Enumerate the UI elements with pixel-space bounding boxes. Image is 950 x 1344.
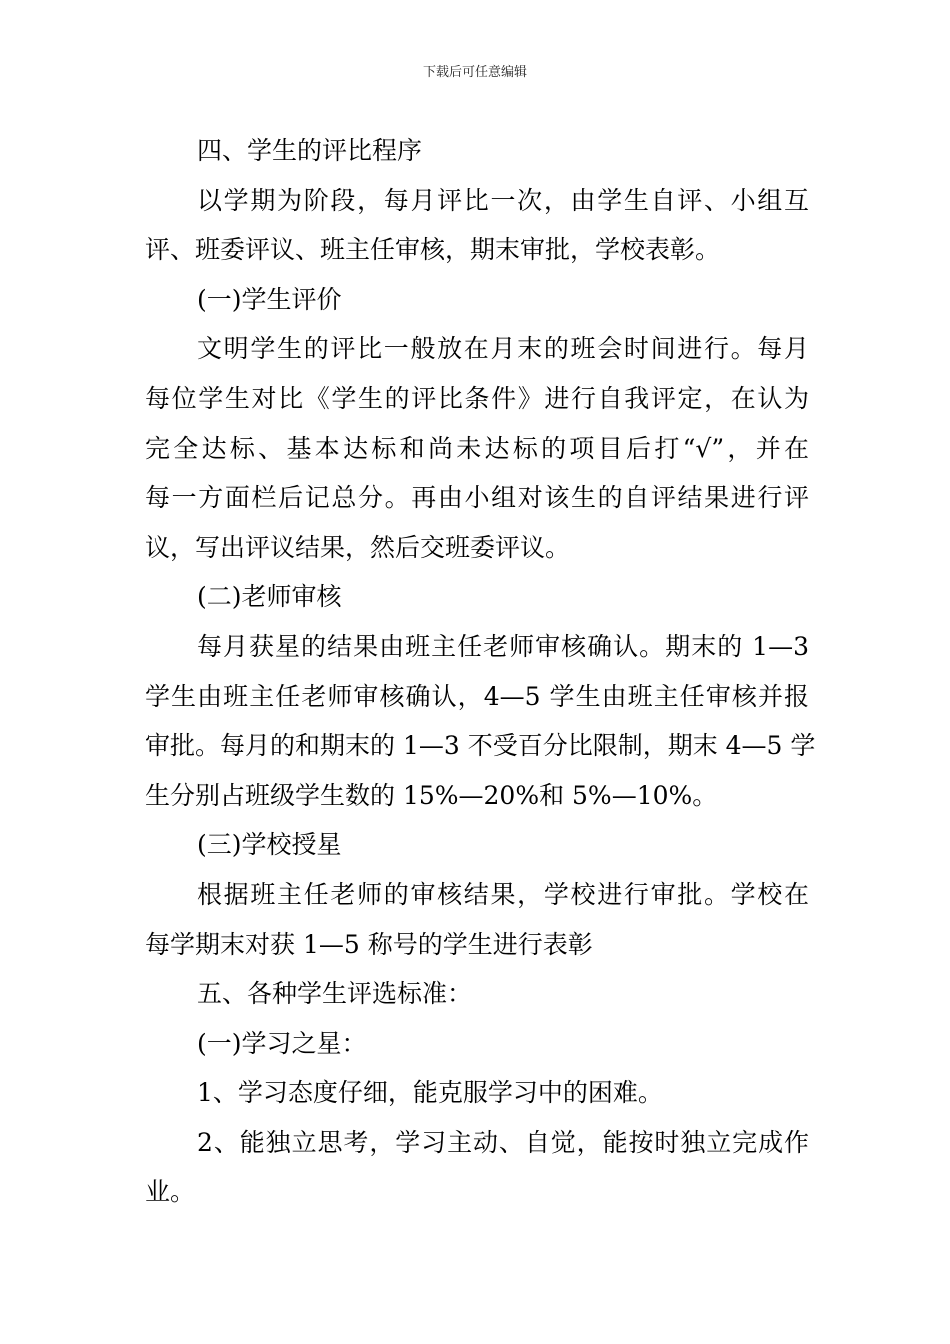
paragraph-line: 文明学生的评比一般放在月末的班会时间进行。每月 bbox=[197, 334, 809, 364]
page-header: 下载后可任意编辑 bbox=[422, 65, 527, 80]
paragraph-line: 业。 bbox=[145, 1177, 196, 1207]
paragraph-line: 五、各种学生评选标准： bbox=[197, 979, 473, 1009]
paragraph-line: 学生由班主任老师审核确认，4—5 学生由班主任审核并报 bbox=[145, 681, 809, 711]
paragraph-line: 议，写出评议结果，然后交班委评议。 bbox=[145, 532, 571, 562]
paragraph-line: 评、班委评议、班主任审核，期末审批，学校表彰。 bbox=[145, 235, 721, 265]
paragraph-line: 生分别占班级学生数的 15%—20%和 5%—10%。 bbox=[145, 780, 718, 810]
paragraph-line: 每一方面栏后记总分。再由小组对该生的自评结果进行评 bbox=[145, 483, 809, 513]
paragraph-line: 每学期末对获 1—5 称号的学生进行表彰 bbox=[145, 929, 593, 959]
paragraph-line: 完全达标、基本达标和尚未达标的项目后打“√”，并在 bbox=[145, 433, 809, 463]
paragraph-line: (一)学生评价 bbox=[197, 284, 342, 314]
paragraph-line: 每位学生对比《学生的评比条件》进行自我评定，在认为 bbox=[145, 383, 809, 413]
paragraph-line: (二)老师审核 bbox=[197, 582, 342, 612]
paragraph-line: (一)学习之星： bbox=[197, 1028, 367, 1058]
paragraph-line: 1、学习态度仔细，能克服学习中的困难。 bbox=[197, 1078, 663, 1108]
paragraph-line: 以学期为阶段，每月评比一次，由学生自评、小组互 bbox=[197, 185, 809, 215]
paragraph-line: 四、学生的评比程序 bbox=[197, 136, 423, 165]
paragraph-line: 每月获星的结果由班主任老师审核确认。期末的 1—3 bbox=[197, 631, 809, 661]
paragraph-line: 2、能独立思考，学习主动、自觉，能按时独立完成作 bbox=[197, 1127, 809, 1157]
paragraph-line: 根据班主任老师的审核结果，学校进行审批。学校在 bbox=[197, 879, 809, 909]
paragraph-line: (三)学校授星 bbox=[197, 830, 342, 860]
paragraph-line: 审批。每月的和期末的 1—3 不受百分比限制，期末 4—5 学 bbox=[145, 731, 816, 761]
document-body bbox=[145, 126, 816, 1217]
